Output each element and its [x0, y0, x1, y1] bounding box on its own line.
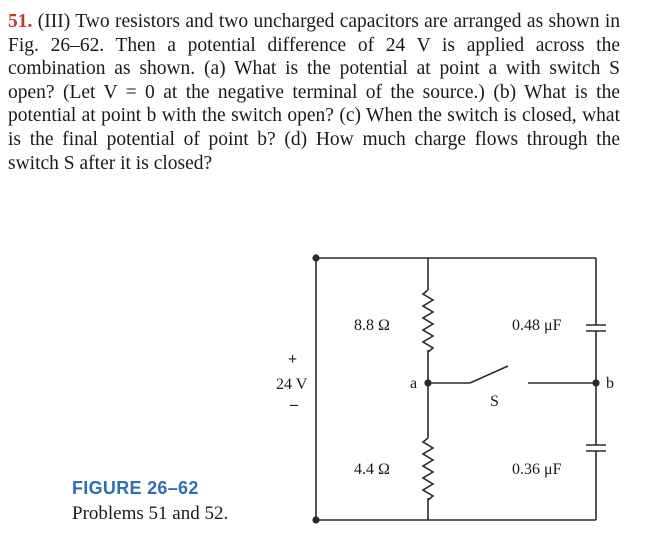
figure-title: FIGURE 26–62 [72, 478, 199, 498]
source-voltage-label: 24 V [276, 376, 308, 393]
point-a-dot [424, 379, 431, 386]
resistor-label-4-4: 4.4 Ω [354, 461, 390, 478]
node-dot [312, 254, 319, 261]
source-plus-sign: + [288, 351, 298, 368]
resistor-8-8-zigzag [423, 290, 433, 352]
point-a-label: a [410, 375, 418, 392]
problem-number: 51. [8, 11, 33, 32]
point-b-label: b [606, 375, 614, 392]
capacitor-label-0-36: 0.36 μF [512, 461, 562, 478]
capacitor-label-0-48: 0.48 μF [512, 317, 562, 334]
switch-blade [470, 366, 508, 383]
problem-text: (III) Two resistors and two uncharged capacitors are arranged as shown in Fig. 26–62. Then a potential difference of 24 V is applied across the combination as shown. (a) What is the potential at point a with switch S open? (Let V = 0 at the negative terminal of the source.) (b) What is the potential at point b with the switch open? (c) When the switch is closed, what is the final potential of point b? (d) How much charge flows through the switch S after it is closed? [8, 11, 620, 174]
node-dot [312, 516, 319, 523]
resistor-4-4-zigzag [423, 438, 433, 500]
figure-subtitle: Problems 51 and 52. [72, 503, 229, 524]
figure-caption [72, 478, 228, 525]
source-minus-sign: – [290, 396, 298, 413]
point-b-dot [592, 379, 599, 386]
switch-label: S [490, 393, 499, 410]
resistor-label-8-8: 8.8 Ω [354, 317, 390, 334]
